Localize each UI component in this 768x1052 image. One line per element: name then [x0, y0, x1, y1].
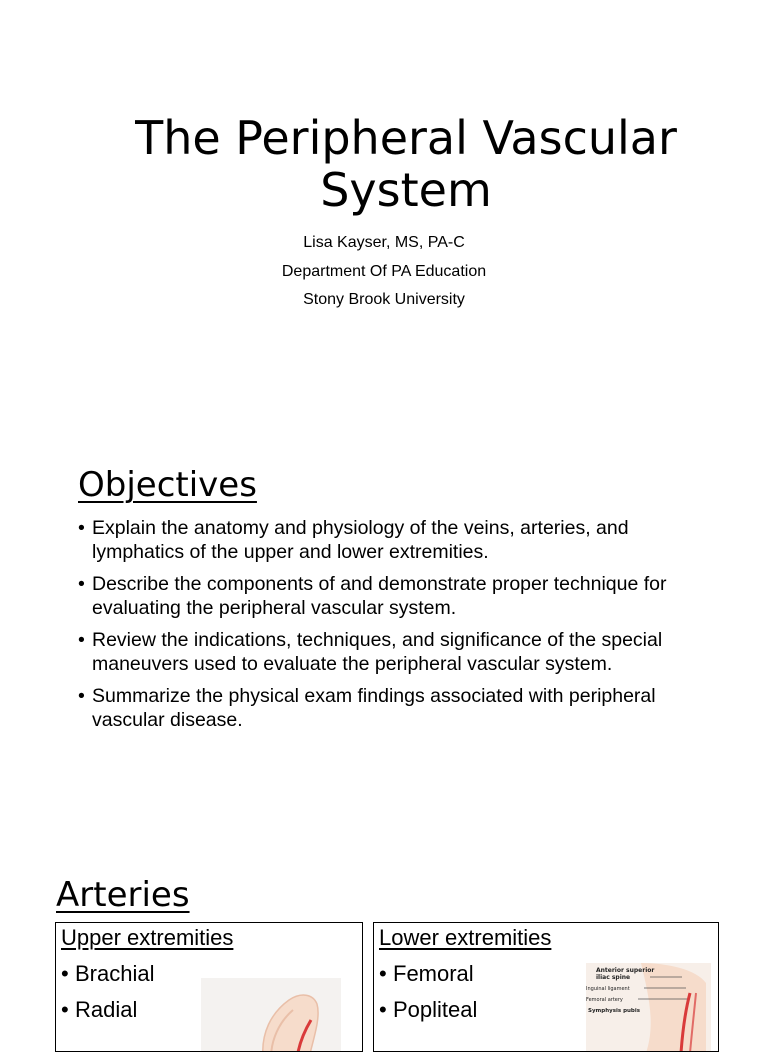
institution-name: Stony Brook University: [303, 291, 465, 308]
list-item: [78, 684, 718, 732]
bullet-icon: •: [379, 961, 387, 986]
lower-extremities-heading: Lower extremities: [379, 925, 552, 950]
bullet-icon: •: [61, 961, 69, 986]
femoral-artery-label: Femoral artery: [586, 997, 623, 1003]
asis-label-line1: Anterior superior: [596, 967, 655, 974]
groin-illustration: [586, 963, 711, 1052]
title-slide: [0, 0, 768, 432]
list-item: [61, 997, 154, 1023]
asis-label-line2: iliac spine: [596, 974, 631, 981]
objective-text: Review the indications, techniques, and significance of the special maneuvers used to evaluate the peripheral vascular system.: [92, 629, 663, 675]
upper-artery-list: [61, 961, 154, 1033]
presentation-title: The Peripheral Vascular System: [135, 111, 677, 217]
department-name: Department Of PA Education: [281, 262, 487, 280]
upper-extremities-box: [55, 922, 363, 1052]
objective-text: Summarize the physical exam findings associated with peripheral vascular disease.: [92, 685, 656, 731]
list-item: [78, 572, 718, 620]
subtitle-block: [0, 229, 768, 315]
objective-text: Explain the anatomy and physiology of the veins, arteries, and lymphatics of the upper and lower extremities.: [92, 517, 629, 563]
bullet-icon: •: [78, 517, 85, 539]
objectives-heading: Objectives: [78, 465, 257, 505]
artery-name: Radial: [75, 997, 138, 1022]
list-item: [379, 961, 477, 987]
author-name: Lisa Kayser, MS, PA-C: [303, 234, 465, 251]
lower-artery-list: [379, 961, 477, 1033]
arteries-slide: [0, 864, 768, 1024]
hip-shape: [641, 963, 706, 1052]
list-item: [78, 628, 718, 676]
artery-name: Popliteal: [393, 997, 478, 1022]
objectives-list: [78, 516, 718, 740]
inguinal-label: Inguinal ligament: [586, 986, 630, 992]
bullet-icon: •: [78, 573, 85, 595]
upper-extremities-heading: Upper extremities: [61, 925, 234, 950]
objectives-slide: [0, 432, 768, 864]
arm-illustration: [201, 978, 341, 1052]
artery-name: Brachial: [75, 961, 155, 986]
bullet-icon: •: [78, 629, 85, 651]
objective-text: Describe the components of and demonstrate proper technique for evaluating the peripheral vascular system.: [92, 573, 667, 619]
bullet-icon: •: [61, 997, 69, 1022]
list-item: [78, 516, 718, 564]
lower-extremities-box: [373, 922, 719, 1052]
list-item: [379, 997, 477, 1023]
symphysis-label: Symphysis pubis: [588, 1008, 641, 1014]
list-item: [61, 961, 154, 987]
bullet-icon: •: [78, 685, 85, 707]
arteries-heading: Arteries: [56, 875, 190, 915]
bullet-icon: •: [379, 997, 387, 1022]
artery-name: Femoral: [393, 961, 474, 986]
